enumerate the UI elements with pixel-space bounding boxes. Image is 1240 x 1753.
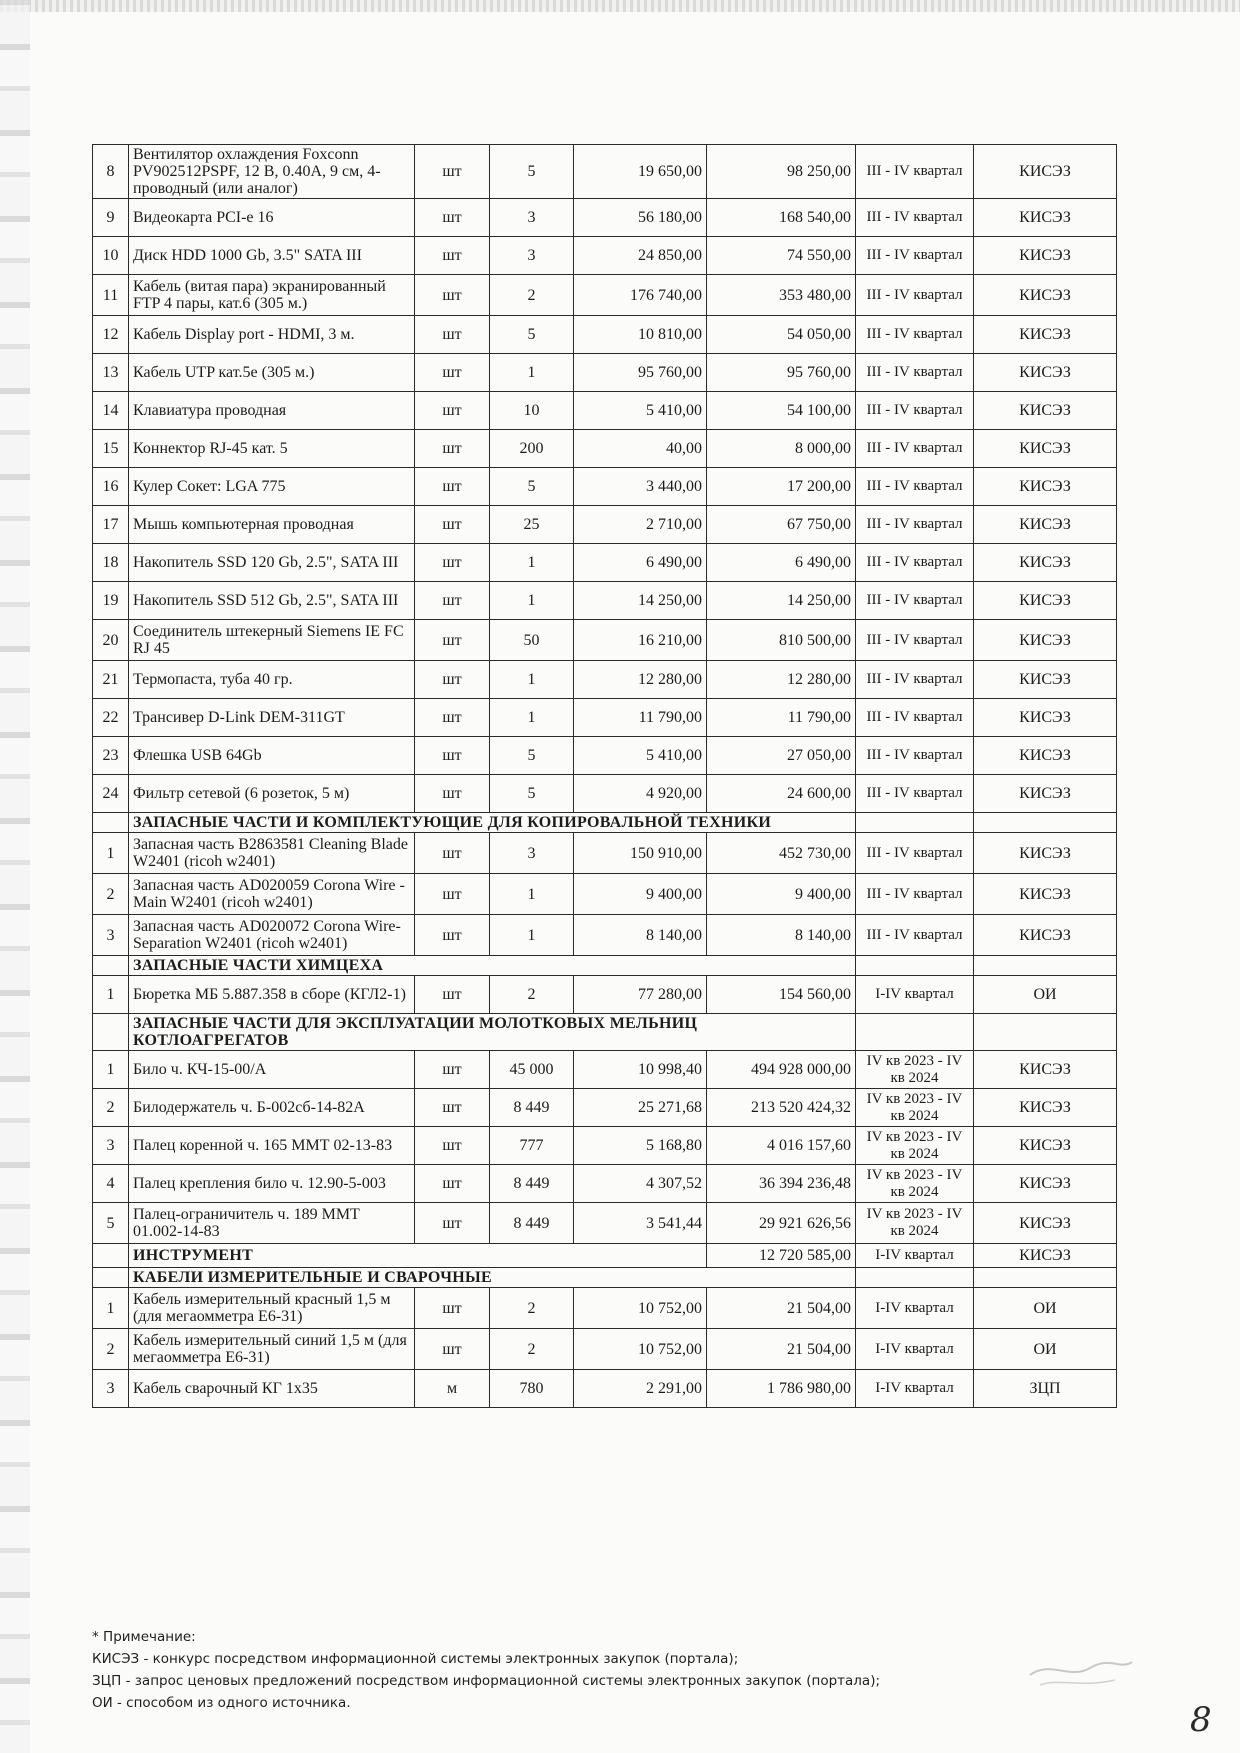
item-total: 21 504,00: [707, 1288, 856, 1329]
row-number: 14: [93, 392, 129, 430]
item-unit: шт: [415, 145, 490, 199]
item-quantity: 1: [490, 582, 574, 620]
row-number: 1: [93, 976, 129, 1014]
item-unit-price: 2 710,00: [574, 506, 707, 544]
item-quantity: 1: [490, 874, 574, 915]
item-procurement-method: КИСЭЗ: [974, 661, 1117, 699]
table-row: [93, 1127, 1117, 1165]
section-header-row: [93, 1268, 1117, 1288]
item-period: I-IV квартал: [856, 1370, 974, 1408]
item-unit: шт: [415, 1288, 490, 1329]
item-total: 27 050,00: [707, 737, 856, 775]
section-header-row: [93, 956, 1117, 976]
item-name: Кабель Display port - HDMI, 3 м.: [129, 316, 415, 354]
row-number: 3: [93, 915, 129, 956]
item-unit: шт: [415, 199, 490, 237]
section-empty-cell: [93, 1244, 129, 1268]
row-number: 24: [93, 775, 129, 813]
section-empty-cell: [974, 1268, 1117, 1288]
item-total: 154 560,00: [707, 976, 856, 1014]
table-row: [93, 737, 1117, 775]
item-total: 452 730,00: [707, 833, 856, 874]
row-number: 2: [93, 1089, 129, 1127]
item-unit: шт: [415, 237, 490, 275]
item-unit-price: 10 752,00: [574, 1288, 707, 1329]
table-row: [93, 468, 1117, 506]
item-name: Флешка USB 64Gb: [129, 737, 415, 775]
item-period: III - IV квартал: [856, 354, 974, 392]
row-number: 18: [93, 544, 129, 582]
item-name: Мышь компьютерная проводная: [129, 506, 415, 544]
row-number: 20: [93, 620, 129, 661]
item-total: 24 600,00: [707, 775, 856, 813]
row-number: 23: [93, 737, 129, 775]
item-unit-price: 10 998,40: [574, 1051, 707, 1089]
row-number: 9: [93, 199, 129, 237]
item-unit-price: 4 307,52: [574, 1165, 707, 1203]
table-row: [93, 1089, 1117, 1127]
item-unit: шт: [415, 354, 490, 392]
item-procurement-method: КИСЭЗ: [974, 582, 1117, 620]
note-kisez: КИСЭЗ - конкурс посредством информационной системы электронных закупок (портала);: [92, 1651, 739, 1667]
item-total: 494 928 000,00: [707, 1051, 856, 1089]
item-period: I-IV квартал: [856, 1288, 974, 1329]
item-period: III - IV квартал: [856, 874, 974, 915]
item-unit: шт: [415, 1329, 490, 1370]
row-number: 4: [93, 1165, 129, 1203]
section-empty-cell: [974, 956, 1117, 976]
item-total: 14 250,00: [707, 582, 856, 620]
table-row: [93, 833, 1117, 874]
table-row: [93, 316, 1117, 354]
item-unit-price: 6 490,00: [574, 544, 707, 582]
item-period: III - IV квартал: [856, 468, 974, 506]
item-unit: шт: [415, 976, 490, 1014]
table-row: [93, 145, 1117, 199]
item-unit-price: 24 850,00: [574, 237, 707, 275]
item-total: 6 490,00: [707, 544, 856, 582]
item-period: IV кв 2023 - IV кв 2024: [856, 1203, 974, 1244]
item-unit-price: 4 920,00: [574, 775, 707, 813]
table-row: [93, 1288, 1117, 1329]
row-number: 19: [93, 582, 129, 620]
item-period: III - IV квартал: [856, 620, 974, 661]
item-procurement-method: КИСЭЗ: [974, 737, 1117, 775]
table-row: [93, 1329, 1117, 1370]
item-unit-price: 19 650,00: [574, 145, 707, 199]
item-procurement-method: ОИ: [974, 1329, 1117, 1370]
item-procurement-method: ОИ: [974, 976, 1117, 1014]
item-period: III - IV квартал: [856, 582, 974, 620]
item-period: III - IV квартал: [856, 737, 974, 775]
item-unit: шт: [415, 1127, 490, 1165]
item-unit-price: 14 250,00: [574, 582, 707, 620]
item-unit: шт: [415, 737, 490, 775]
item-unit-price: 25 271,68: [574, 1089, 707, 1127]
item-total: 12 280,00: [707, 661, 856, 699]
item-name: Кабель измерительный синий 1,5 м (для мегаомметра Е6-31): [129, 1329, 415, 1370]
item-unit: шт: [415, 661, 490, 699]
item-unit-price: 5 168,80: [574, 1127, 707, 1165]
item-total: 9 400,00: [707, 874, 856, 915]
item-quantity: 8 449: [490, 1165, 574, 1203]
item-unit-price: 8 140,00: [574, 915, 707, 956]
row-number: 12: [93, 316, 129, 354]
item-procurement-method: КИСЭЗ: [974, 1203, 1117, 1244]
item-period: IV кв 2023 - IV кв 2024: [856, 1127, 974, 1165]
binding-holes-strip: [0, 0, 30, 1753]
item-quantity: 8 449: [490, 1089, 574, 1127]
section-period: I-IV квартал: [856, 1244, 974, 1268]
table-row: [93, 1165, 1117, 1203]
item-total: 8 140,00: [707, 915, 856, 956]
section-empty-cell: [856, 956, 974, 976]
item-total: 29 921 626,56: [707, 1203, 856, 1244]
item-quantity: 45 000: [490, 1051, 574, 1089]
item-name: Фильтр сетевой (6 розеток, 5 м): [129, 775, 415, 813]
item-unit-price: 95 760,00: [574, 354, 707, 392]
item-unit-price: 3 541,44: [574, 1203, 707, 1244]
item-procurement-method: КИСЭЗ: [974, 775, 1117, 813]
note-oi: ОИ - способом из одного источника.: [92, 1695, 351, 1711]
item-unit: шт: [415, 915, 490, 956]
item-period: III - IV квартал: [856, 430, 974, 468]
item-name: Палец крепления било ч. 12.90-5-003: [129, 1165, 415, 1203]
table-row: [93, 1051, 1117, 1089]
item-unit-price: 40,00: [574, 430, 707, 468]
row-number: 8: [93, 145, 129, 199]
item-period: I-IV квартал: [856, 1329, 974, 1370]
row-number: 3: [93, 1127, 129, 1165]
item-name: Кабель (витая пара) экранированный FTP 4 пары, кат.6 (305 м.): [129, 275, 415, 316]
table-row: [93, 430, 1117, 468]
section-procurement-method: КИСЭЗ: [974, 1244, 1117, 1268]
section-header-row: [93, 1014, 1117, 1051]
table-row: [93, 620, 1117, 661]
item-total: 54 100,00: [707, 392, 856, 430]
item-name: Накопитель SSD 120 Gb, 2.5", SATA III: [129, 544, 415, 582]
row-number: 1: [93, 1288, 129, 1329]
item-name: Запасная часть AD020059 Corona Wire - Main W2401 (ricoh w2401): [129, 874, 415, 915]
item-unit-price: 176 740,00: [574, 275, 707, 316]
item-total: 74 550,00: [707, 237, 856, 275]
item-period: III - IV квартал: [856, 506, 974, 544]
item-unit: шт: [415, 874, 490, 915]
item-quantity: 5: [490, 316, 574, 354]
item-name: Запасная часть B2863581 Cleaning Blade W2401 (ricoh w2401): [129, 833, 415, 874]
item-unit-price: 16 210,00: [574, 620, 707, 661]
item-procurement-method: КИСЭЗ: [974, 699, 1117, 737]
faint-stamp-scribble: [1020, 1640, 1140, 1700]
section-empty-cell: [93, 956, 129, 976]
item-name: Трансивер D-Link DEM-311GT: [129, 699, 415, 737]
procurement-table-sheet: [92, 144, 1116, 1408]
section-empty-cell: [974, 813, 1117, 833]
section-title: ИНСТРУМЕНТ: [129, 1244, 707, 1268]
item-total: 8 000,00: [707, 430, 856, 468]
item-total: 810 500,00: [707, 620, 856, 661]
item-quantity: 3: [490, 833, 574, 874]
item-name: Палец-ограничитель ч. 189 ММТ 01.002-14-83: [129, 1203, 415, 1244]
table-row: [93, 275, 1117, 316]
item-total: 36 394 236,48: [707, 1165, 856, 1203]
item-quantity: 1: [490, 699, 574, 737]
item-unit-price: 5 410,00: [574, 737, 707, 775]
item-period: IV кв 2023 - IV кв 2024: [856, 1089, 974, 1127]
row-number: 5: [93, 1203, 129, 1244]
section-empty-cell: [974, 1014, 1117, 1051]
item-quantity: 5: [490, 468, 574, 506]
item-unit-price: 77 280,00: [574, 976, 707, 1014]
item-procurement-method: КИСЭЗ: [974, 874, 1117, 915]
item-period: III - IV квартал: [856, 833, 974, 874]
item-quantity: 2: [490, 1329, 574, 1370]
item-name: Накопитель SSD 512 Gb, 2.5", SATA III: [129, 582, 415, 620]
item-name: Запасная часть AD020072 Corona Wire-Separation W2401 (ricoh w2401): [129, 915, 415, 956]
section-empty-cell: [856, 813, 974, 833]
table-row: [93, 1370, 1117, 1408]
table-row: [93, 874, 1117, 915]
table-row: [93, 976, 1117, 1014]
item-unit: шт: [415, 544, 490, 582]
item-procurement-method: КИСЭЗ: [974, 915, 1117, 956]
item-name: Билодержатель ч. Б-002сб-14-82А: [129, 1089, 415, 1127]
table-row: [93, 915, 1117, 956]
item-quantity: 5: [490, 145, 574, 199]
item-procurement-method: КИСЭЗ: [974, 237, 1117, 275]
item-name: Кабель UTP кат.5е (305 м.): [129, 354, 415, 392]
item-quantity: 2: [490, 275, 574, 316]
item-quantity: 25: [490, 506, 574, 544]
item-unit-price: 10 810,00: [574, 316, 707, 354]
item-name: Бюретка МБ 5.887.358 в сборе (КГЛ2-1): [129, 976, 415, 1014]
item-quantity: 1: [490, 915, 574, 956]
item-name: Кабель сварочный КГ 1х35: [129, 1370, 415, 1408]
row-number: 1: [93, 1051, 129, 1089]
item-procurement-method: КИСЭЗ: [974, 354, 1117, 392]
row-number: 11: [93, 275, 129, 316]
item-unit-price: 150 910,00: [574, 833, 707, 874]
item-total: 21 504,00: [707, 1329, 856, 1370]
item-period: III - IV квартал: [856, 316, 974, 354]
item-period: III - IV квартал: [856, 199, 974, 237]
row-number: 2: [93, 1329, 129, 1370]
item-procurement-method: КИСЭЗ: [974, 392, 1117, 430]
table-row: [93, 661, 1117, 699]
item-name: Вентилятор охлаждения Foxconn PV902512PSPF, 12 В, 0.40А, 9 см, 4-проводный (или аналог): [129, 145, 415, 199]
item-quantity: 200: [490, 430, 574, 468]
item-unit-price: 3 440,00: [574, 468, 707, 506]
row-number: 21: [93, 661, 129, 699]
item-unit-price: 2 291,00: [574, 1370, 707, 1408]
row-number: 10: [93, 237, 129, 275]
item-unit: шт: [415, 775, 490, 813]
item-quantity: 5: [490, 737, 574, 775]
item-procurement-method: КИСЭЗ: [974, 1051, 1117, 1089]
item-procurement-method: КИСЭЗ: [974, 1127, 1117, 1165]
item-total: 54 050,00: [707, 316, 856, 354]
section-total-row: [93, 1244, 1117, 1268]
item-procurement-method: КИСЭЗ: [974, 430, 1117, 468]
item-quantity: 1: [490, 354, 574, 392]
row-number: 15: [93, 430, 129, 468]
item-procurement-method: КИСЭЗ: [974, 506, 1117, 544]
item-quantity: 5: [490, 775, 574, 813]
item-procurement-method: КИСЭЗ: [974, 316, 1117, 354]
table-row: [93, 237, 1117, 275]
item-name: Соединитель штекерный Siemens IE FC RJ 45: [129, 620, 415, 661]
section-empty-cell: [93, 813, 129, 833]
item-unit-price: 9 400,00: [574, 874, 707, 915]
item-name: Било ч. КЧ-15-00/А: [129, 1051, 415, 1089]
item-quantity: 1: [490, 661, 574, 699]
row-number: 17: [93, 506, 129, 544]
section-header-row: [93, 813, 1117, 833]
table-row: [93, 699, 1117, 737]
table-row: [93, 1203, 1117, 1244]
item-unit-price: 56 180,00: [574, 199, 707, 237]
item-unit: шт: [415, 392, 490, 430]
table-row: [93, 544, 1117, 582]
item-period: III - IV квартал: [856, 145, 974, 199]
item-unit: шт: [415, 699, 490, 737]
item-name: Палец коренной ч. 165 ММТ 02-13-83: [129, 1127, 415, 1165]
item-total: 95 760,00: [707, 354, 856, 392]
item-quantity: 3: [490, 199, 574, 237]
section-empty-cell: [856, 1014, 974, 1051]
footnotes: [92, 1626, 992, 1714]
item-name: Видеокарта PCI-e 16: [129, 199, 415, 237]
item-quantity: 3: [490, 237, 574, 275]
item-total: 4 016 157,60: [707, 1127, 856, 1165]
item-procurement-method: ОИ: [974, 1288, 1117, 1329]
item-quantity: 8 449: [490, 1203, 574, 1244]
table-row: [93, 354, 1117, 392]
item-procurement-method: ЗЦП: [974, 1370, 1117, 1408]
section-title: ЗАПАСНЫЕ ЧАСТИ И КОМПЛЕКТУЮЩИЕ ДЛЯ КОПИРОВАЛЬНОЙ ТЕХНИКИ: [129, 813, 856, 833]
item-procurement-method: КИСЭЗ: [974, 199, 1117, 237]
section-empty-cell: [856, 1268, 974, 1288]
item-quantity: 1: [490, 544, 574, 582]
item-period: IV кв 2023 - IV кв 2024: [856, 1051, 974, 1089]
row-number: 22: [93, 699, 129, 737]
row-number: 16: [93, 468, 129, 506]
item-quantity: 2: [490, 976, 574, 1014]
item-period: III - IV квартал: [856, 237, 974, 275]
section-empty-cell: [93, 1014, 129, 1051]
item-period: III - IV квартал: [856, 544, 974, 582]
item-quantity: 2: [490, 1288, 574, 1329]
item-procurement-method: КИСЭЗ: [974, 1089, 1117, 1127]
item-procurement-method: КИСЭЗ: [974, 620, 1117, 661]
item-procurement-method: КИСЭЗ: [974, 145, 1117, 199]
item-procurement-method: КИСЭЗ: [974, 544, 1117, 582]
item-unit: шт: [415, 1165, 490, 1203]
row-number: 2: [93, 874, 129, 915]
item-total: 353 480,00: [707, 275, 856, 316]
row-number: 1: [93, 833, 129, 874]
item-period: I-IV квартал: [856, 976, 974, 1014]
item-procurement-method: КИСЭЗ: [974, 468, 1117, 506]
item-unit-price: 10 752,00: [574, 1329, 707, 1370]
row-number: 13: [93, 354, 129, 392]
item-name: Термопаста, туба 40 гр.: [129, 661, 415, 699]
table-row: [93, 199, 1117, 237]
item-quantity: 777: [490, 1127, 574, 1165]
item-period: III - IV квартал: [856, 275, 974, 316]
note-zcp: ЗЦП - запрос ценовых предложений посредством информационной системы электронных закупок (портала);: [92, 1673, 881, 1689]
item-period: III - IV квартал: [856, 775, 974, 813]
item-unit-price: 5 410,00: [574, 392, 707, 430]
item-name: Кулер Сокет: LGA 775: [129, 468, 415, 506]
item-unit: шт: [415, 430, 490, 468]
page-number: 8: [1190, 1700, 1212, 1740]
section-title: КАБЕЛИ ИЗМЕРИТЕЛЬНЫЕ И СВАРОЧНЫЕ: [129, 1268, 856, 1288]
item-name: Коннектор RJ-45 кат. 5: [129, 430, 415, 468]
item-unit: м: [415, 1370, 490, 1408]
item-unit: шт: [415, 1089, 490, 1127]
item-total: 168 540,00: [707, 199, 856, 237]
item-period: III - IV квартал: [856, 699, 974, 737]
section-total-sum: 12 720 585,00: [707, 1244, 856, 1268]
scan-edge-top: [0, 0, 1240, 12]
item-name: Диск HDD 1000 Gb, 3.5" SATA III: [129, 237, 415, 275]
item-name: Кабель измерительный красный 1,5 м (для мегаомметра Е6-31): [129, 1288, 415, 1329]
item-unit: шт: [415, 506, 490, 544]
table-row: [93, 775, 1117, 813]
item-unit: шт: [415, 1051, 490, 1089]
item-unit: шт: [415, 316, 490, 354]
item-quantity: 780: [490, 1370, 574, 1408]
item-unit: шт: [415, 275, 490, 316]
item-procurement-method: КИСЭЗ: [974, 275, 1117, 316]
procurement-table: [92, 144, 1117, 1408]
item-unit: шт: [415, 833, 490, 874]
item-total: 213 520 424,32: [707, 1089, 856, 1127]
item-total: 11 790,00: [707, 699, 856, 737]
item-procurement-method: КИСЭЗ: [974, 833, 1117, 874]
item-quantity: 50: [490, 620, 574, 661]
item-unit: шт: [415, 1203, 490, 1244]
table-row: [93, 506, 1117, 544]
item-unit-price: 12 280,00: [574, 661, 707, 699]
item-period: III - IV квартал: [856, 661, 974, 699]
item-total: 17 200,00: [707, 468, 856, 506]
item-period: IV кв 2023 - IV кв 2024: [856, 1165, 974, 1203]
item-unit-price: 11 790,00: [574, 699, 707, 737]
table-row: [93, 392, 1117, 430]
item-period: III - IV квартал: [856, 915, 974, 956]
section-title: ЗАПАСНЫЕ ЧАСТИ ДЛЯ ЭКСПЛУАТАЦИИ МОЛОТКОВЫХ МЕЛЬНИЦ КОТЛОАГРЕГАТОВ: [129, 1014, 856, 1051]
item-name: Клавиатура проводная: [129, 392, 415, 430]
row-number: 3: [93, 1370, 129, 1408]
section-empty-cell: [93, 1268, 129, 1288]
item-total: 67 750,00: [707, 506, 856, 544]
item-period: III - IV квартал: [856, 392, 974, 430]
notes-title: * Примечание:: [92, 1629, 196, 1645]
item-quantity: 10: [490, 392, 574, 430]
table-row: [93, 582, 1117, 620]
item-unit: шт: [415, 582, 490, 620]
item-total: 98 250,00: [707, 145, 856, 199]
item-total: 1 786 980,00: [707, 1370, 856, 1408]
section-title: ЗАПАСНЫЕ ЧАСТИ ХИМЦЕХА: [129, 956, 856, 976]
item-unit: шт: [415, 620, 490, 661]
item-unit: шт: [415, 468, 490, 506]
item-procurement-method: КИСЭЗ: [974, 1165, 1117, 1203]
